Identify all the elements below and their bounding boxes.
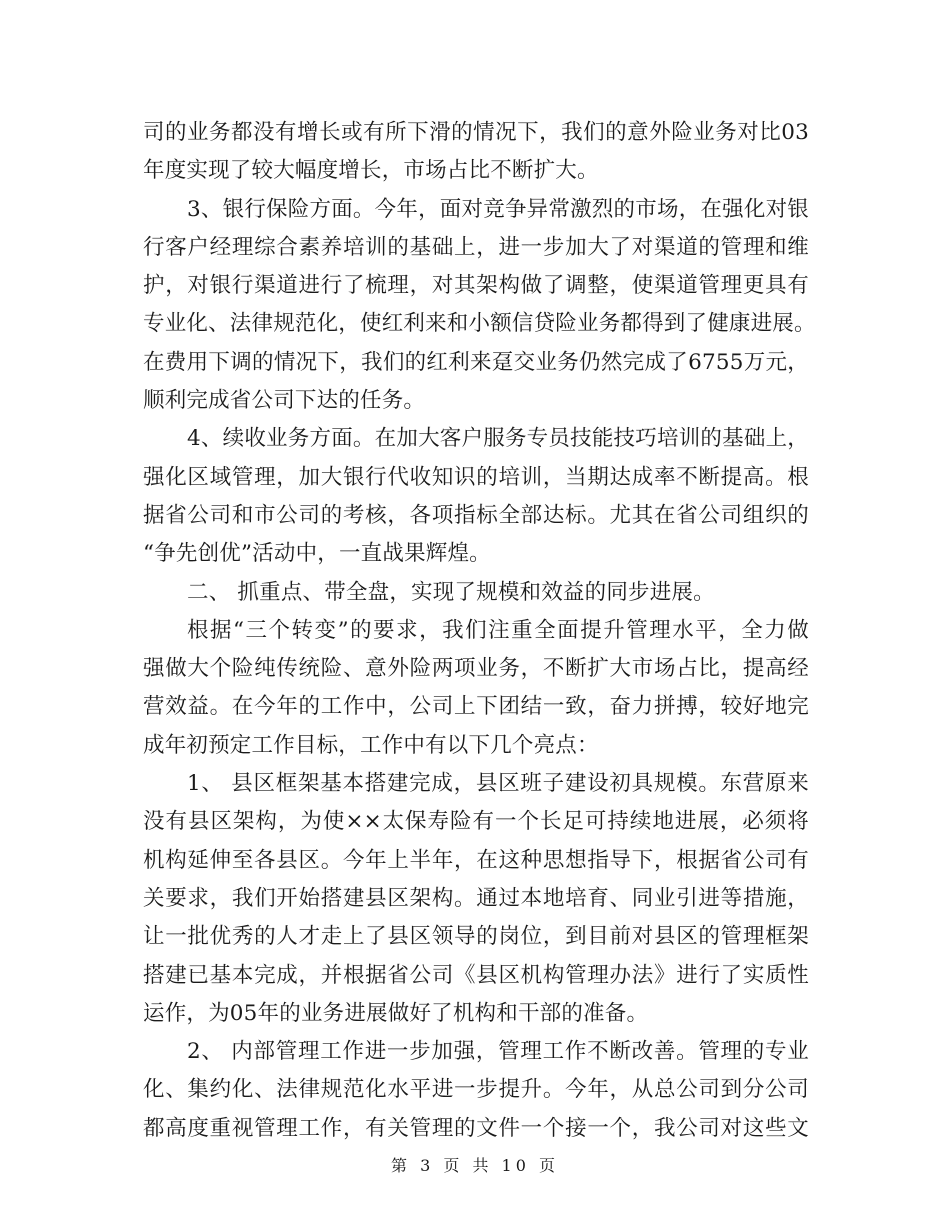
text-line: “争先创优”活动中，一直战果辉煌。: [143, 541, 491, 567]
text-line: 运作，为05年的业务进展做好了机构和干部的准备。: [143, 1000, 649, 1026]
text-line: 让一批优秀的人才走上了县区领导的岗位，到目前对县区的管理框架: [143, 924, 809, 950]
text-line: 2、 内部管理工作进一步加强，管理工作不断改善。管理的专业: [187, 1039, 809, 1065]
text-line: 化、集约化、法律规范化水平进一步提升。今年，从总公司到分公司: [143, 1077, 809, 1103]
document-body: [143, 114, 816, 1148]
section-heading: 二、 抓重点、带全盘，实现了规模和效益的同步进展。: [187, 579, 715, 605]
text-line: 行客户经理综合素养培训的基础上，进一步加大了对渠道的管理和维: [143, 234, 809, 260]
text-line: 4、续收业务方面。在加大客户服务专员技能技巧培训的基础上，: [187, 426, 809, 452]
text-line: 没有县区架构，为使××太保寿险有一个长足可持续地进展，必须将: [143, 809, 809, 835]
text-line: 司的业务都没有增长或有所下滑的情况下，我们的意外险业务对比03: [143, 120, 809, 145]
text-line: 在费用下调的情况下，我们的红利来趸交业务仍然完成了6755万元，: [143, 349, 809, 375]
text-line: 强化区域管理，加大银行代收知识的培训，当期达成率不断提高。根: [143, 464, 809, 490]
text-line: 顺利完成省公司下达的任务。: [143, 388, 426, 414]
text-line: 关要求，我们开始搭建县区架构。通过本地培育、同业引进等措施，: [143, 885, 809, 911]
text-line: 营效益。在今年的工作中，公司上下团结一致，奋力拼搏，较好地完: [143, 694, 809, 720]
text-line: 据省公司和市公司的考核，各项指标全部达标。尤其在省公司组织的: [143, 502, 809, 528]
text-line: 搭建已基本完成，并根据省公司《县区机构管理办法》进行了实质性: [143, 962, 809, 988]
text-line: 1、 县区框架基本搭建完成，县区班子建设初具规模。东营原来: [187, 771, 809, 797]
text-line: 机构延伸至各县区。今年上半年，在这种思想指导下，根据省公司有: [143, 847, 809, 873]
text-line: 护，对银行渠道进行了梳理，对其架构做了调整，使渠道管理更具有: [143, 273, 809, 299]
text-line: 专业化、法律规范化，使红利来和小额信贷险业务都得到了健康进展。: [143, 311, 816, 337]
text-line: 根据“三个转变”的要求，我们注重全面提升管理水平，全力做: [187, 617, 809, 643]
text-line: 年度实现了较大幅度增长，市场占比不断扩大。: [143, 158, 599, 184]
page-number-footer: 第 3 页 共 10 页: [391, 1156, 559, 1175]
text-line: 成年初预定工作目标，工作中有以下几个亮点：: [143, 732, 599, 758]
text-line: 强做大个险纯传统险、意外险两项业务，不断扩大市场占比，提高经: [143, 656, 809, 682]
text-line: 都高度重视管理工作，有关管理的文件一个接一个，我公司对这些文: [143, 1115, 809, 1141]
text-line: 3、银行保险方面。今年，面对竞争异常激烈的市场，在强化对银: [187, 196, 809, 222]
